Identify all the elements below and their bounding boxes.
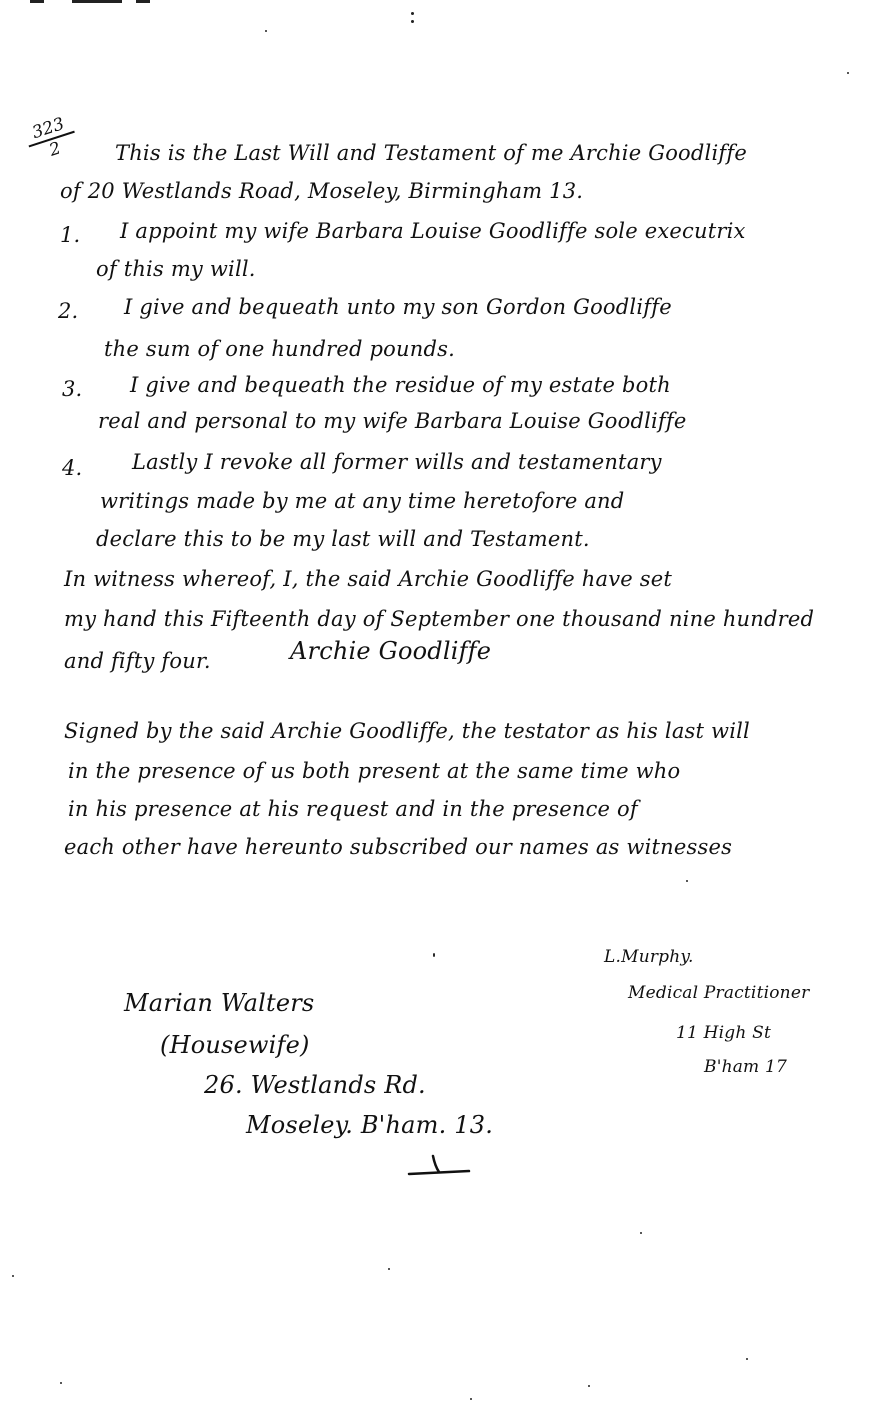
- scan-speck: [588, 1385, 590, 1387]
- scan-speck: [470, 1398, 472, 1400]
- testimonium-line: and fifty four.: [64, 649, 211, 673]
- scan-speck: [433, 953, 435, 957]
- witness-address-line: Moseley. B'ham. 13.: [246, 1111, 494, 1139]
- witness-address-line: 26. Westlands Rd.: [204, 1071, 426, 1099]
- will-heading-line: This is the Last Will and Testament of me Archie Goodliffe: [115, 141, 747, 165]
- clause-text-line: declare this to be my last will and Testament.: [96, 527, 590, 551]
- clause-text-line: Lastly I revoke all former wills and testamentary: [132, 450, 662, 474]
- scan-speck: [411, 20, 414, 23]
- clause-text-line: of this my will.: [96, 257, 256, 281]
- scan-speck: [640, 1232, 642, 1234]
- scan-artifact-line: [30, 0, 44, 3]
- margin-reference-top: 323: [22, 112, 74, 148]
- attestation-line: each other have hereunto subscribed our names as witnesses: [64, 835, 733, 859]
- clause-number: 2.: [58, 299, 79, 323]
- scan-speck: [60, 1382, 62, 1384]
- scan-speck: [746, 1358, 748, 1360]
- scan-speck: [388, 1268, 390, 1270]
- witness-address-line: B'ham 17: [704, 1057, 788, 1077]
- margin-reference-bottom: 2: [46, 138, 64, 161]
- scan-artifact-line: [136, 0, 150, 3]
- witness-address-line: 11 High St: [676, 1023, 772, 1043]
- clause-text-line: I give and bequeath the residue of my estate both: [130, 373, 671, 397]
- attestation-line: in his presence at his request and in the presence of: [68, 797, 638, 821]
- scan-speck: [847, 72, 849, 74]
- clause-text-line: the sum of one hundred pounds.: [104, 337, 455, 361]
- attestation-line: Signed by the said Archie Goodliffe, the testator as his last will: [64, 719, 750, 743]
- witness-name: Marian Walters: [124, 989, 315, 1017]
- attestation-line: in the presence of us both present at the same time who: [68, 759, 681, 783]
- margin-reference-number: [22, 112, 81, 169]
- clause-number: 4.: [62, 456, 83, 480]
- witness-occupation: Medical Practitioner: [628, 983, 810, 1003]
- scan-speck: [411, 12, 414, 15]
- clause-text-line: I give and bequeath unto my son Gordon Goodliffe: [124, 295, 672, 319]
- clause-text-line: I appoint my wife Barbara Louise Goodliffe sole executrix: [120, 219, 746, 243]
- witness-occupation: (Housewife): [160, 1031, 310, 1059]
- testimonium-line: In witness whereof, I, the said Archie Goodliffe have set: [64, 567, 673, 591]
- witness-signature: L.Murphy.: [604, 947, 694, 967]
- scan-artifact-line: [72, 0, 122, 3]
- clause-text-line: real and personal to my wife Barbara Louise Goodliffe: [98, 409, 687, 433]
- testimonium-line: my hand this Fifteenth day of September one thousand nine hundred: [64, 607, 815, 631]
- clause-text-line: writings made by me at any time heretofore and: [100, 489, 625, 513]
- scan-speck: [12, 1275, 14, 1277]
- scan-speck: [265, 30, 267, 32]
- scan-speck: [686, 880, 688, 882]
- clause-number: 1.: [60, 223, 81, 247]
- pen-stroke-mark: [405, 1150, 475, 1180]
- clause-number: 3.: [62, 377, 83, 401]
- testator-signature: Archie Goodliffe: [290, 637, 492, 665]
- will-heading-line: of 20 Westlands Road, Moseley, Birmingham 13.: [60, 179, 584, 203]
